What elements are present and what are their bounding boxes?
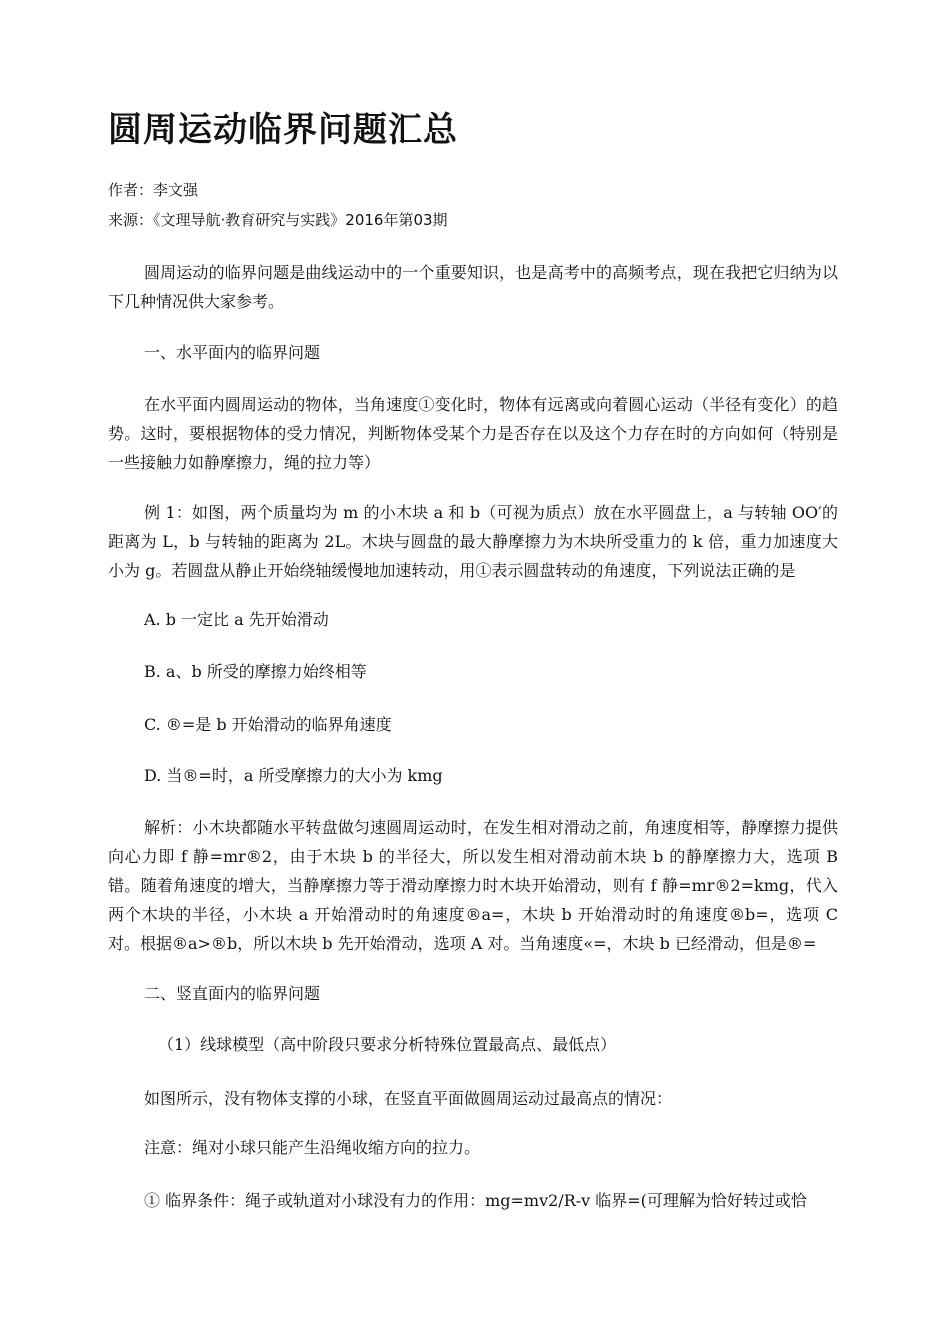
section2-note: 注意：绳对小球只能产生沿绳收缩方向的拉力。 [144,1138,481,1157]
option-c: C. ®=是 b 开始滑动的临界角速度 [144,715,392,734]
option-b: B. a、b 所受的摩擦力始终相等 [144,662,367,681]
analysis-paragraph: 解析：小木块都随水平转盘做匀速圆周运动时，在发生相对滑动之前，角速度相等，静摩擦力提供向心力即 f 静=mr®2，由于木块 b 的半径大，所以发生相对滑动前木块 b 的静摩擦力大，选项 B 错。随着角速度的增大，当静摩擦力等于滑动摩擦力时木块开始滑动，则有 f 静=mr®2=kmg，代入两个木块的半径，小木块 a 开始滑动时的角速度®a=，木块 b 开始滑动时的角速度®b=，选项 C 对。根据®a>®b，所以木块 b 先开始滑动，选项 A 对。当角速度«=，木块 b 已经滑动，但是®= [108,818,838,953]
section2-condition: ① 临界条件：绳子或轨道对小球没有力的作用：mg=mv2/R-v 临界=(可理解为恰好转过或恰 [144,1191,807,1210]
article-author: 作者：李文强 [108,181,199,199]
article-source: 来源：《文理导航·教育研究与实践》2016年第03期 [108,211,448,229]
article-title: 圆周运动临界问题汇总 [108,110,458,150]
example1-paragraph: 例 1：如图，两个质量均为 m 的小木块 a 和 b（可视为质点）放在水平圆盘上，a 与转轴 OO′的距离为 L，b 与转轴的距离为 2L。木块与圆盘的最大静摩擦力为木块所受重力的 k 倍，重力加速度大小为 g。若圆盘从静止开始绕轴缓慢地加速转动，用①表示圆盘转动的角速度，下列说法正确的是 [108,503,838,580]
section1-paragraph: 在水平面内圆周运动的物体，当角速度①变化时，物体有远离或向着圆心运动（半径有变化）的趋势。这时，要根据物体的受力情况，判断物体受某个力是否存在以及这个力存在时的方向如何（特别是一些接触力如静摩擦力，绳的拉力等） [108,395,838,472]
section2-subheading: （1）线球模型（高中阶段只要求分析特殊位置最高点、最低点） [158,1035,617,1054]
section2-heading: 二、竖直面内的临界问题 [144,984,321,1003]
section2-paragraph: 如图所示，没有物体支撑的小球，在竖直平面做圆周运动过最高点的情况： [144,1089,673,1108]
option-a: A. b 一定比 a 先开始滑动 [144,610,329,629]
intro-paragraph: 圆周运动的临界问题是曲线运动中的一个重要知识，也是高考中的高频考点，现在我把它归纳为以下几种情况供大家参考。 [108,263,838,311]
option-d: D. 当®=时，a 所受摩擦力的大小为 kmg [144,766,443,785]
section1-heading: 一、水平面内的临界问题 [144,343,321,362]
